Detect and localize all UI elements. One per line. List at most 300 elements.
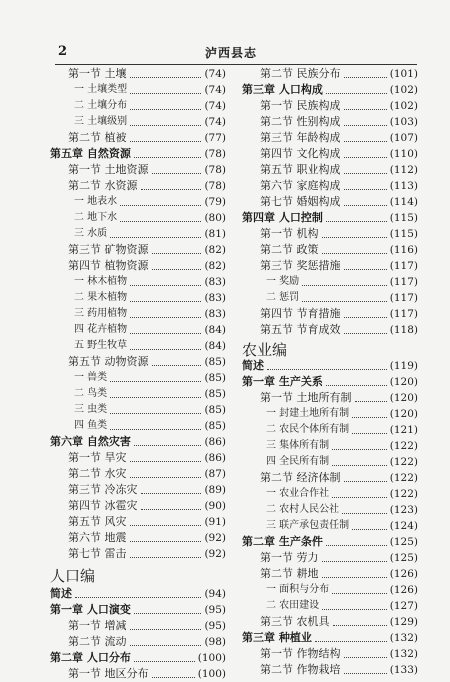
- leader-dots: [110, 429, 201, 430]
- leader-dots: [326, 93, 387, 94]
- toc-page-number: (117): [389, 276, 418, 288]
- leader-dots: [134, 445, 201, 446]
- toc-section: [242, 306, 418, 322]
- leader-dots: [130, 645, 201, 646]
- toc-page-number: (95): [204, 620, 226, 632]
- toc-entry-label: 第四节 文化构成: [260, 147, 341, 160]
- toc-page-number: (129): [389, 616, 418, 628]
- toc-page-number: (107): [389, 132, 418, 144]
- toc-page-number: (126): [389, 568, 418, 580]
- toc-page-number: (94): [204, 588, 226, 600]
- toc-section: [242, 258, 418, 274]
- section-heading: [242, 338, 418, 358]
- toc-page-number: (89): [204, 484, 226, 496]
- toc-entry-label: 一 林木植物: [74, 276, 128, 287]
- toc-subsection: [50, 370, 226, 386]
- toc-chapter: [242, 210, 418, 226]
- toc-entry-label: 二 惩罚: [266, 292, 300, 303]
- toc-entry-label: 三 土壤级别: [74, 116, 128, 127]
- leader-dots: [130, 285, 201, 286]
- toc-entry-label: 第二节 作物栽培: [260, 663, 341, 676]
- toc-chapter: [50, 434, 226, 450]
- leader-dots: [141, 189, 201, 190]
- toc-entry-label: 第三节 矿物资源: [68, 243, 149, 256]
- toc-entry-label: 一 面积与分布: [266, 584, 330, 595]
- toc-entry-label: 三 集体所有制: [266, 440, 330, 451]
- toc-column-left: [50, 66, 226, 682]
- toc-entry-label: 第一节 地区分布: [68, 667, 149, 680]
- toc-page-number: (125): [389, 536, 418, 548]
- toc-page-number: (120): [389, 392, 418, 404]
- leader-dots: [326, 385, 387, 386]
- toc-entry-label: 第六节 家庭构成: [260, 179, 341, 192]
- toc-page-number: (100): [197, 668, 226, 680]
- toc-entry-label: 二 果木植物: [74, 292, 128, 303]
- toc-page-number: (117): [389, 260, 418, 272]
- toc-entry-label: 三 虫类: [74, 404, 108, 415]
- toc-entry-label: 一 农业合作社: [266, 488, 330, 499]
- leader-dots: [130, 301, 201, 302]
- toc-chapter: [242, 534, 418, 550]
- toc-page-number: (86): [204, 452, 226, 464]
- toc-entry-label: 二 农田建设: [266, 600, 320, 611]
- toc-entry-label: 第六章 自然灾害: [50, 435, 131, 448]
- leader-dots: [332, 449, 387, 450]
- leader-dots: [322, 237, 387, 238]
- toc-page-number: (83): [204, 308, 226, 320]
- toc-page-number: (92): [204, 548, 226, 560]
- toc-entry-label: 四 花卉植物: [74, 324, 128, 335]
- toc-entry-label: 第四节 冰雹灾: [68, 499, 138, 512]
- toc-page-number: (74): [204, 100, 226, 112]
- leader-dots: [344, 657, 387, 658]
- toc-entry-label: 第一节 民族构成: [260, 99, 341, 112]
- toc-page-number: (77): [204, 132, 226, 144]
- toc-section: [50, 634, 226, 650]
- toc-page-number: (85): [204, 388, 226, 400]
- toc-page-number: (115): [389, 212, 418, 224]
- leader-dots: [344, 141, 387, 142]
- toc-subsection: [242, 502, 418, 518]
- toc-page-number: (120): [389, 408, 418, 420]
- toc-entry-label: 第五节 动物资源: [68, 355, 149, 368]
- leader-dots: [130, 525, 201, 526]
- toc-page-number: (95): [204, 604, 226, 616]
- leader-dots: [344, 673, 387, 674]
- toc-page-number: (92): [204, 532, 226, 544]
- header-rule: [55, 64, 417, 65]
- toc-entry-label: 第七节 婚姻构成: [260, 195, 341, 208]
- toc-entry-label: 四 全民所有制: [266, 456, 330, 467]
- leader-dots: [344, 269, 387, 270]
- toc-section: [50, 66, 226, 82]
- toc-section: [242, 66, 418, 82]
- toc-page-number: (133): [389, 664, 418, 676]
- toc-entry-label: 第七节 雷击: [68, 547, 127, 560]
- toc-entry-label: 四 鱼类: [74, 420, 108, 431]
- toc-entry-label: 三 联产承包责任制: [266, 520, 350, 531]
- toc-entry-label: 第二节 流动: [68, 635, 127, 648]
- leader-dots: [332, 593, 387, 594]
- toc-page-number: (84): [204, 324, 226, 336]
- toc-subsection: [242, 406, 418, 422]
- toc-page-number: (78): [204, 148, 226, 160]
- toc-entry-label: 第二章 生产条件: [242, 535, 323, 548]
- toc-page-number: (98): [204, 636, 226, 648]
- leader-dots: [130, 541, 201, 542]
- toc-section: [50, 354, 226, 370]
- toc-entry-label: 第五节 节育成效: [260, 323, 341, 336]
- toc-section: [50, 498, 226, 514]
- toc-subsection: [50, 418, 226, 434]
- leader-dots: [344, 109, 387, 110]
- toc-page-number: (117): [389, 292, 418, 304]
- toc-section: [50, 242, 226, 258]
- section-title: 农业编: [242, 341, 288, 359]
- toc-section: [242, 550, 418, 566]
- toc-entry-label: 简述: [242, 359, 264, 372]
- toc-section: [242, 178, 418, 194]
- leader-dots: [344, 205, 387, 206]
- toc-section: [242, 470, 418, 486]
- leader-dots: [120, 205, 201, 206]
- leader-dots: [322, 561, 387, 562]
- toc-page-number: (78): [204, 164, 226, 176]
- toc-page-number: (103): [389, 116, 418, 128]
- toc-entry-label: 二 土壤分布: [74, 100, 128, 111]
- toc-subsection: [242, 518, 418, 534]
- toc-entry-label: 第三章 种植业: [242, 631, 312, 644]
- leader-dots: [130, 141, 201, 142]
- leader-dots: [130, 629, 201, 630]
- leader-dots: [344, 481, 387, 482]
- toc-section: [242, 226, 418, 242]
- leader-dots: [332, 497, 387, 498]
- toc-subsection: [50, 306, 226, 322]
- toc-page-number: (119): [389, 360, 418, 372]
- toc-chapter: [50, 602, 226, 618]
- toc-entry-label: 五 野生牧草: [74, 340, 128, 351]
- leader-dots: [355, 401, 387, 402]
- toc-section: [242, 646, 418, 662]
- toc-page-number: (79): [204, 196, 226, 208]
- toc-page-number: (127): [389, 600, 418, 612]
- section-heading: [50, 562, 226, 586]
- toc-entry-label: 第三节 农机具: [260, 615, 330, 628]
- toc-subsection: [242, 422, 418, 438]
- toc-entry-label: 第二节 植被: [68, 131, 127, 144]
- toc-entry-label: 第三章 人口构成: [242, 83, 323, 96]
- toc-page-number: (85): [204, 372, 226, 384]
- toc-chapter: [50, 586, 226, 602]
- toc-entry-label: 第二节 经济体制: [260, 471, 341, 484]
- toc-entry-label: 第一章 生产关系: [242, 375, 323, 388]
- leader-dots: [141, 509, 201, 510]
- toc-subsection: [50, 274, 226, 290]
- leader-dots: [152, 173, 201, 174]
- toc-page-number: (112): [389, 164, 418, 176]
- toc-entry-label: 第五章 自然资源: [50, 147, 131, 160]
- toc-entry-label: 第四章 人口控制: [242, 211, 323, 224]
- toc-page-number: (116): [389, 244, 418, 256]
- toc-section: [50, 178, 226, 194]
- leader-dots: [344, 125, 387, 126]
- toc-entry-label: 第六节 地震: [68, 531, 127, 544]
- toc-page-number: (87): [204, 468, 226, 480]
- toc-page-number: (120): [389, 376, 418, 388]
- leader-dots: [322, 609, 387, 610]
- toc-page-number: (113): [389, 180, 418, 192]
- toc-page-number: (102): [389, 84, 418, 96]
- toc-page-number: (126): [389, 584, 418, 596]
- leader-dots: [130, 349, 201, 350]
- toc-section: [242, 662, 418, 678]
- toc-entry-label: 第二节 民族分布: [260, 67, 341, 80]
- toc-page-number: (91): [204, 516, 226, 528]
- toc-page-number: (74): [204, 116, 226, 128]
- toc-entry-label: 简述: [50, 587, 72, 600]
- toc-page-number: (122): [389, 488, 418, 500]
- leader-dots: [130, 557, 201, 558]
- toc-page-number: (82): [204, 244, 226, 256]
- toc-entry-label: 二 地下水: [74, 212, 118, 223]
- leader-dots: [130, 461, 201, 462]
- toc-page-number: (74): [204, 68, 226, 80]
- leader-dots: [110, 237, 201, 238]
- leader-dots: [152, 365, 201, 366]
- toc-page-number: (118): [389, 324, 418, 336]
- leader-dots: [344, 333, 387, 334]
- toc-page-number: (123): [389, 504, 418, 516]
- toc-page-number: (78): [204, 180, 226, 192]
- leader-dots: [326, 545, 387, 546]
- toc-page-number: (74): [204, 84, 226, 96]
- toc-subsection: [242, 438, 418, 454]
- toc-subsection: [50, 402, 226, 418]
- leader-dots: [130, 333, 201, 334]
- leader-dots: [332, 465, 387, 466]
- toc-page-number: (117): [389, 308, 418, 320]
- toc-entry-label: 第一章 人口演变: [50, 603, 131, 616]
- toc-page-number: (83): [204, 276, 226, 288]
- leader-dots: [120, 221, 201, 222]
- toc-entry-label: 第二节 性别构成: [260, 115, 341, 128]
- toc-page-number: (100): [197, 652, 226, 664]
- leader-dots: [134, 661, 195, 662]
- toc-entry-label: 一 土壤类型: [74, 84, 128, 95]
- toc-section: [242, 146, 418, 162]
- toc-subsection: [50, 322, 226, 338]
- leader-dots: [344, 157, 387, 158]
- leader-dots: [352, 417, 387, 418]
- toc-section: [242, 614, 418, 630]
- toc-subsection: [242, 598, 418, 614]
- toc-subsection: [50, 210, 226, 226]
- leader-dots: [130, 93, 201, 94]
- toc-entry-label: 第一节 劳力: [260, 551, 319, 564]
- page-number: 2: [58, 44, 68, 59]
- toc-chapter: [242, 358, 418, 374]
- toc-entry-label: 二 农村人民公社: [266, 504, 340, 515]
- toc-section: [50, 450, 226, 466]
- toc-page-number: (115): [389, 228, 418, 240]
- leader-dots: [302, 285, 387, 286]
- toc-entry-label: 三 水质: [74, 228, 108, 239]
- toc-subsection: [50, 226, 226, 242]
- toc-subsection: [242, 290, 418, 306]
- leader-dots: [302, 301, 387, 302]
- toc-section: [242, 130, 418, 146]
- toc-subsection: [50, 386, 226, 402]
- toc-entry-label: 第一节 土地资源: [68, 163, 149, 176]
- toc-entry-label: 一 地表水: [74, 196, 118, 207]
- toc-chapter: [242, 374, 418, 390]
- toc-page-number: (82): [204, 260, 226, 272]
- toc-section: [50, 530, 226, 546]
- leader-dots: [326, 221, 387, 222]
- toc-subsection: [50, 338, 226, 354]
- toc-subsection: [242, 582, 418, 598]
- leader-dots: [141, 493, 201, 494]
- toc-page-number: (121): [389, 424, 418, 436]
- toc-subsection: [50, 290, 226, 306]
- toc-subsection: [242, 274, 418, 290]
- toc-chapter: [50, 650, 226, 666]
- toc-subsection: [242, 454, 418, 470]
- toc-page-number: (122): [389, 440, 418, 452]
- toc-page-number: (102): [389, 100, 418, 112]
- toc-page-number: (84): [204, 340, 226, 352]
- toc-subsection: [50, 98, 226, 114]
- toc-page-number: (90): [204, 500, 226, 512]
- book-title: 泸西县志: [205, 46, 258, 60]
- page-header: [0, 38, 450, 60]
- leader-dots: [352, 529, 387, 530]
- leader-dots: [134, 157, 201, 158]
- toc-subsection: [242, 486, 418, 502]
- toc-page-number: (122): [389, 472, 418, 484]
- leader-dots: [344, 173, 387, 174]
- toc-entry-label: 第五节 风灾: [68, 515, 127, 528]
- leader-dots: [322, 253, 387, 254]
- toc-page-number: (85): [204, 356, 226, 368]
- leader-dots: [344, 77, 387, 78]
- toc-chapter: [242, 630, 418, 646]
- toc-page-number: (83): [204, 292, 226, 304]
- toc-entry-label: 第五节 职业构成: [260, 163, 341, 176]
- toc-page-number: (86): [204, 436, 226, 448]
- leader-dots: [344, 189, 387, 190]
- toc-page-number: (124): [389, 520, 418, 532]
- toc-page-number: (85): [204, 404, 226, 416]
- toc-section: [50, 546, 226, 562]
- toc-entry-label: 第三节 年龄构成: [260, 131, 341, 144]
- leader-dots: [130, 125, 201, 126]
- toc-section: [50, 162, 226, 178]
- leader-dots: [344, 317, 387, 318]
- toc-chapter: [242, 82, 418, 98]
- toc-page-number: (122): [389, 456, 418, 468]
- toc-section: [242, 242, 418, 258]
- leader-dots: [110, 413, 201, 414]
- leader-dots: [130, 109, 201, 110]
- toc-subsection: [50, 194, 226, 210]
- toc-entry-label: 第二节 水资源: [68, 179, 138, 192]
- toc-section: [50, 514, 226, 530]
- toc-section: [50, 482, 226, 498]
- leader-dots: [130, 317, 201, 318]
- leader-dots: [134, 613, 201, 614]
- toc-page-number: (80): [204, 212, 226, 224]
- toc-page-number: (85): [204, 420, 226, 432]
- leader-dots: [152, 269, 201, 270]
- leader-dots: [130, 77, 201, 78]
- leader-dots: [110, 397, 201, 398]
- toc-entry-label: 第二节 水灾: [68, 467, 127, 480]
- leader-dots: [315, 641, 387, 642]
- toc-entry-label: 二 鸟类: [74, 388, 108, 399]
- toc-section: [242, 566, 418, 582]
- toc-page-number: (110): [389, 148, 418, 160]
- toc-section: [50, 466, 226, 482]
- toc-entry-label: 第三节 冷冻灾: [68, 483, 138, 496]
- toc-section: [242, 98, 418, 114]
- toc-entry-label: 第一节 作物结构: [260, 647, 341, 660]
- leader-dots: [75, 597, 201, 598]
- toc-entry-label: 第三节 奖惩措施: [260, 259, 341, 272]
- leader-dots: [333, 625, 387, 626]
- toc-section: [242, 322, 418, 338]
- toc-page-number: (101): [389, 68, 418, 80]
- toc-entry-label: 第一节 增减: [68, 619, 127, 632]
- leader-dots: [342, 513, 387, 514]
- toc-entry-label: 第一节 旱灾: [68, 451, 127, 464]
- leader-dots: [152, 677, 195, 678]
- leader-dots: [152, 253, 201, 254]
- toc-entry-label: 第二节 政策: [260, 243, 319, 256]
- leader-dots: [130, 477, 201, 478]
- toc-page-number: (125): [389, 552, 418, 564]
- toc-page-number: (132): [389, 648, 418, 660]
- leader-dots: [322, 577, 387, 578]
- toc-page-number: (81): [204, 228, 226, 240]
- toc-entry-label: 一 兽类: [74, 372, 108, 383]
- toc-entry-label: 第四节 植物资源: [68, 259, 149, 272]
- toc-section: [242, 194, 418, 210]
- toc-section: [50, 618, 226, 634]
- toc-section: [50, 666, 226, 682]
- toc-section: [50, 130, 226, 146]
- toc-entry-label: 第一节 土壤: [68, 67, 127, 80]
- toc-column-right: [242, 66, 418, 678]
- toc-entry-label: 第一节 土地所有制: [260, 391, 352, 404]
- toc-chapter: [50, 146, 226, 162]
- toc-page-number: (132): [389, 632, 418, 644]
- toc-entry-label: 三 药用植物: [74, 308, 128, 319]
- toc-subsection: [50, 82, 226, 98]
- toc-subsection: [50, 114, 226, 130]
- leader-dots: [267, 369, 387, 370]
- toc-entry-label: 二 农民个体所有制: [266, 424, 350, 435]
- leader-dots: [110, 381, 201, 382]
- leader-dots: [352, 433, 387, 434]
- toc-entry-label: 一 奖励: [266, 276, 300, 287]
- toc-entry-label: 第一节 机构: [260, 227, 319, 240]
- toc-page-number: (114): [389, 196, 418, 208]
- toc-section: [242, 162, 418, 178]
- toc-section: [242, 390, 418, 406]
- toc-section: [50, 258, 226, 274]
